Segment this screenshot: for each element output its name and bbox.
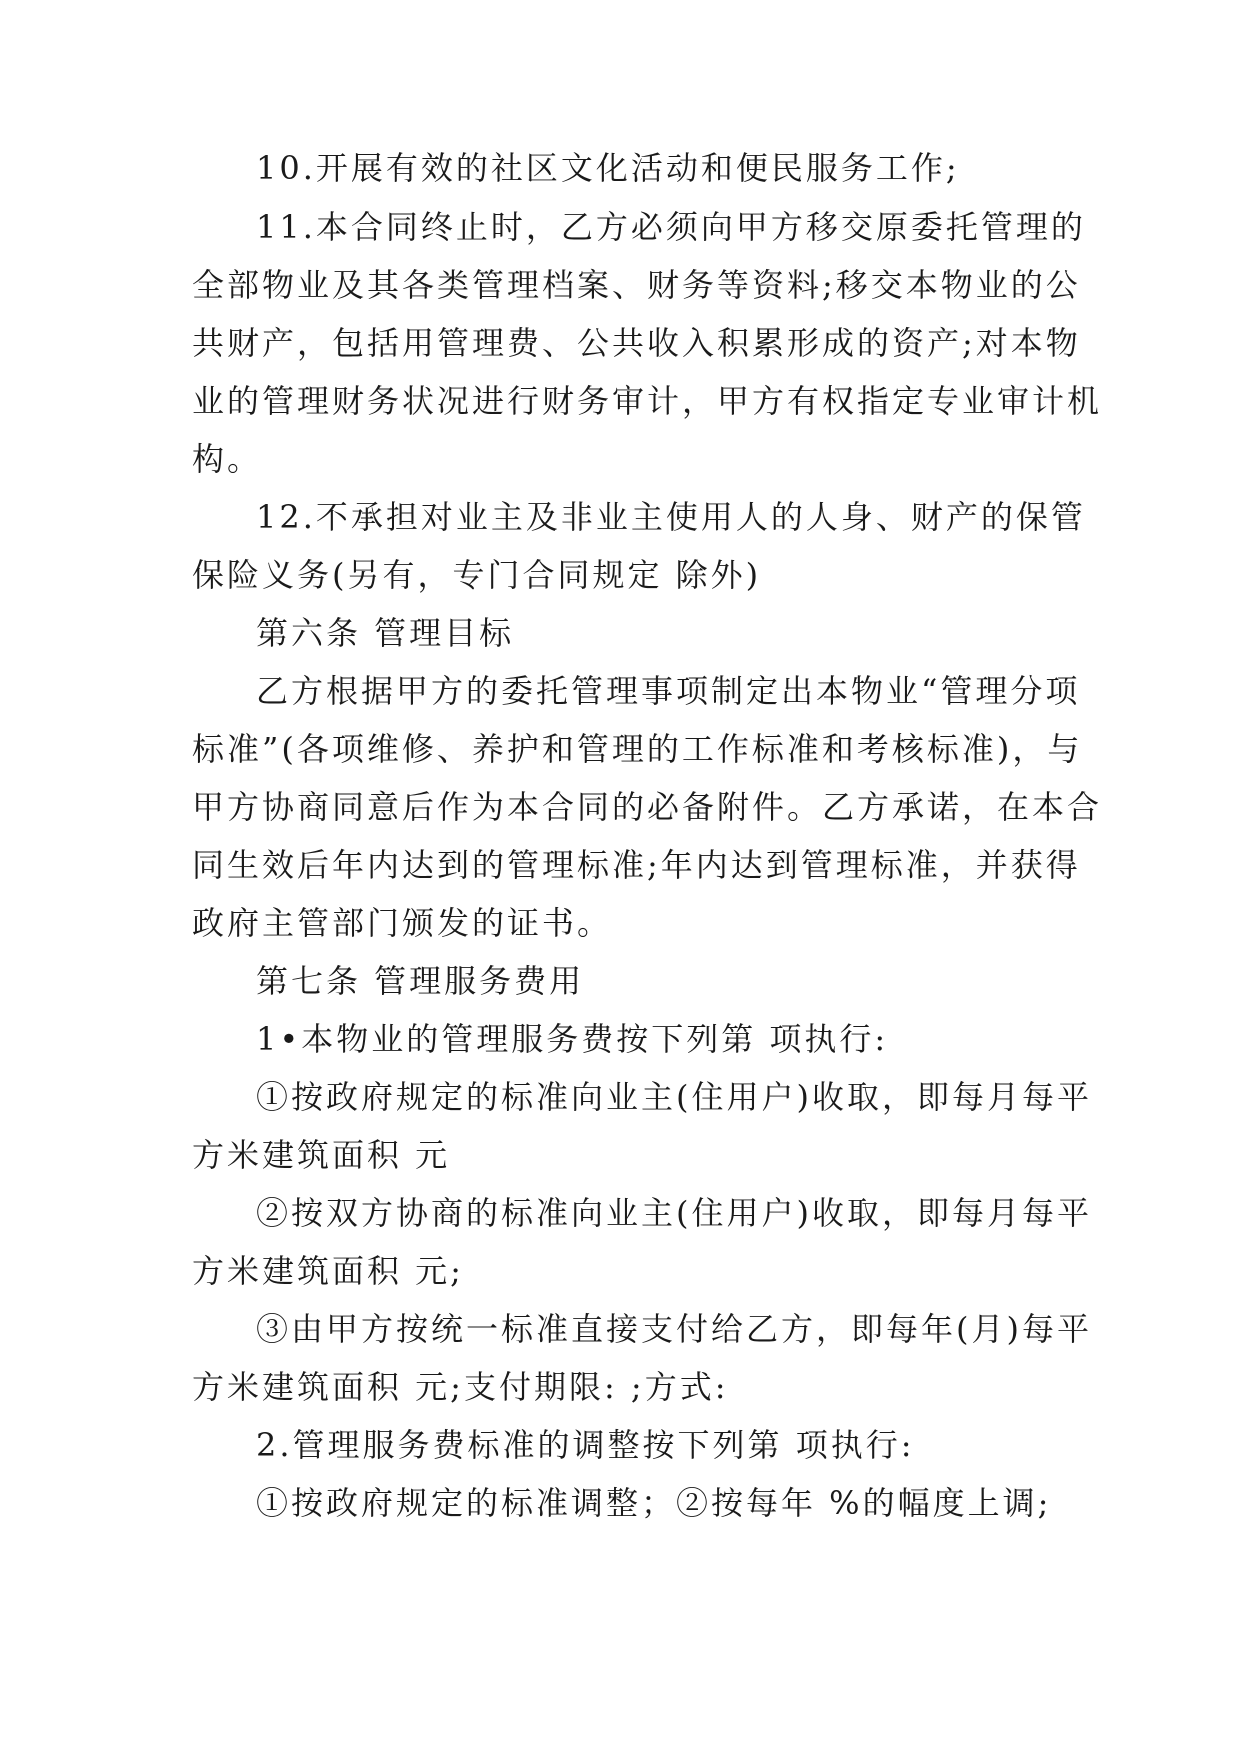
text-line: 方米建筑面积 元;支付期限: ;方式: [192, 1368, 729, 1406]
text-line: 方米建筑面积 元 [192, 1136, 451, 1174]
text-line: 方米建筑面积 元; [192, 1252, 464, 1290]
text-line: 10.开展有效的社区文化活动和便民服务工作; [256, 149, 960, 187]
text-line: ②按双方协商的标准向业主(住用户)收取，即每月每平 [256, 1194, 1092, 1232]
text-line: 全部物业及其各类管理档案、财务等资料;移交本物业的公 [192, 266, 1081, 304]
text-line: ①按政府规定的标准调整；②按每年 %的幅度上调; [256, 1484, 1052, 1522]
text-line: 保险义务(另有，专门合同规定 除外) [192, 556, 762, 594]
text-line: 政府主管部门颁发的证书。 [192, 904, 613, 942]
section-heading: 第六条 管理目标 [256, 614, 515, 652]
text-line: 11.本合同终止时，乙方必须向甲方移交原委托管理的 [256, 208, 1086, 246]
text-line: 业的管理财务状况进行财务审计，甲方有权指定专业审计机 [192, 382, 1103, 420]
text-line: ①按政府规定的标准向业主(住用户)收取，即每月每平 [256, 1078, 1092, 1116]
text-line: 构。 [192, 440, 263, 478]
text-line: 标准”(各项维修、养护和管理的工作标准和考核标准)，与 [192, 730, 1083, 768]
text-line: 同生效后年内达到的管理标准;年内达到管理标准，并获得 [192, 846, 1081, 884]
text-line: 12.不承担对业主及非业主使用人的人身、财产的保管 [256, 498, 1086, 536]
section-heading: 第七条 管理服务费用 [256, 962, 585, 1000]
text-line: 1•本物业的管理服务费按下列第 项执行: [256, 1020, 889, 1058]
text-line: 共财产，包括用管理费、公共收入积累形成的资产;对本物 [192, 324, 1081, 362]
text-line: 乙方根据甲方的委托管理事项制定出本物业“管理分项 [256, 672, 1081, 710]
text-line: 2.管理服务费标准的调整按下列第 项执行: [256, 1426, 915, 1464]
text-line: 甲方协商同意后作为本合同的必备附件。乙方承诺，在本合 [192, 788, 1103, 826]
text-line: ③由甲方按统一标准直接支付给乙方，即每年(月)每平 [256, 1310, 1092, 1348]
